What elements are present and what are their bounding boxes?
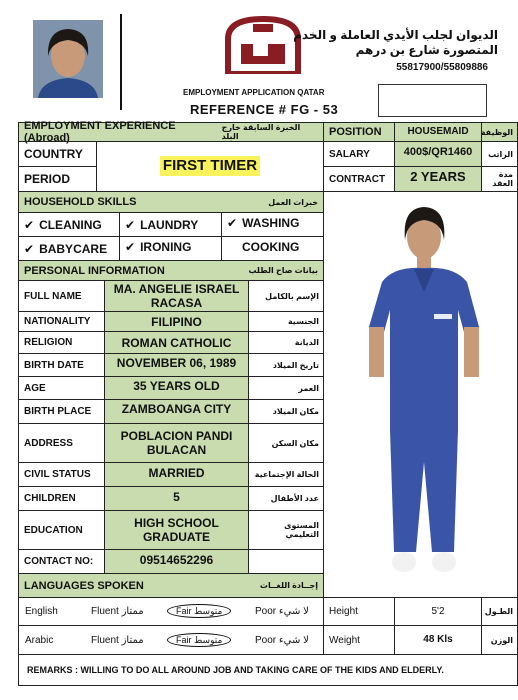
- skill-label: LAUNDRY: [140, 217, 199, 232]
- skill-label: CLEANING: [39, 217, 102, 232]
- civil-status-label-ar: الحالة الإجتماعية: [248, 462, 324, 487]
- language-row-english: [18, 597, 324, 626]
- religion-value: ROMAN CATHOLIC: [104, 331, 249, 354]
- full-name-label-ar: الإسم بالكامل: [248, 280, 324, 312]
- contact-value: 09514652296: [104, 549, 249, 574]
- children-value: 5: [104, 486, 249, 511]
- language-fair-selected: Fair متوسط: [167, 633, 231, 647]
- remarks: REMARKS : WILLING TO DO ALL AROUND JOB AND TAKING CARE OF THE KIDS AND ELDERLY.: [18, 654, 518, 686]
- salary-label: SALARY: [323, 141, 395, 167]
- period-label: PERIOD: [18, 166, 97, 192]
- employment-value-cell: [96, 141, 324, 192]
- country-label: COUNTRY: [18, 141, 97, 167]
- weight-label-ar: الوزن: [481, 625, 518, 655]
- birth-place-label-ar: مكان الميلاد: [248, 399, 324, 424]
- header-divider: [120, 14, 122, 110]
- applicant-photo-full: [323, 191, 518, 598]
- personal-header: [18, 260, 324, 281]
- children-label-ar: عدد الأطفال: [248, 486, 324, 511]
- languages-label: LANGUAGES SPOKEN: [24, 579, 144, 592]
- contract-label-ar: مدة العقد: [481, 166, 518, 192]
- age-value: 35 YEARS OLD: [104, 376, 249, 400]
- languages-header: [18, 573, 324, 598]
- birth-date-value: NOVEMBER 06, 1989: [104, 353, 249, 377]
- check-icon: ✔: [24, 217, 35, 232]
- full-name-label: FULL NAME: [18, 280, 105, 312]
- language-poor: Poor لا شيء: [255, 634, 309, 646]
- skills-label-ar: خبرات العمل: [268, 197, 318, 207]
- salary-value: 400$/QR1460: [394, 141, 482, 167]
- skill-label: BABYCARE: [39, 241, 108, 256]
- salary-label-ar: الراتب: [481, 141, 518, 167]
- language-fluent: Fluent ممتاز: [91, 606, 144, 617]
- address-value: POBLACION PANDI BULACAN: [104, 423, 249, 463]
- skill-label: WASHING: [242, 216, 300, 230]
- skill-washing: [221, 212, 324, 237]
- skill-cooking: [221, 236, 324, 261]
- company-name-line2: المتصورة شارع بن درهم: [355, 43, 498, 57]
- skill-cleaning: [18, 212, 120, 237]
- personal-label: PERSONAL INFORMATION: [24, 264, 165, 277]
- height-label: Height: [323, 597, 395, 626]
- employment-label-ar: الخبرة السابقة خارج البلد: [221, 123, 301, 141]
- religion-label: RELIGION: [18, 331, 105, 354]
- contact-label: CONTACT NO:: [18, 549, 105, 574]
- app-title: EMPLOYMENT APPLICATION QATAR: [183, 88, 325, 97]
- skill-laundry: [119, 212, 222, 237]
- applicant-photo-small: [33, 20, 103, 98]
- first-timer-text: FIRST TIMER: [160, 156, 260, 176]
- full-name-value: MA. ANGELIE ISRAEL RACASA: [104, 280, 249, 312]
- skill-ironing: [119, 236, 222, 261]
- nationality-value: FILIPINO: [104, 311, 249, 332]
- language-row-arabic: [18, 625, 324, 655]
- civil-status-value: MARRIED: [104, 462, 249, 487]
- education-label-ar: المستوى التعليمي: [248, 510, 324, 550]
- age-label: AGE: [18, 376, 105, 400]
- birth-date-label-ar: تاريخ الميلاد: [248, 353, 324, 377]
- height-value: 5'2: [394, 597, 482, 626]
- check-icon: ✔: [125, 217, 136, 232]
- company-name: [293, 28, 498, 58]
- birth-place-label: BIRTH PLACE: [18, 399, 105, 424]
- reference-number: REFERENCE # FG - 53: [190, 102, 339, 117]
- age-label-ar: العمر: [248, 376, 324, 400]
- address-label: ADDRESS: [18, 423, 105, 463]
- education-label: EDUCATION: [18, 510, 105, 550]
- check-icon: ✔: [24, 241, 35, 256]
- position-value: HOUSEMAID: [394, 122, 482, 142]
- language-name: English: [25, 606, 58, 617]
- weight-value: 48 Kls: [394, 625, 482, 655]
- children-label: CHILDREN: [18, 486, 105, 511]
- skill-label: COOKING: [242, 240, 300, 254]
- company-phones: 55817900/55809886: [396, 62, 488, 73]
- weight-label: Weight: [323, 625, 395, 655]
- language-fluent: Fluent ممتاز: [91, 634, 144, 646]
- nationality-label: NATIONALITY: [18, 311, 105, 332]
- civil-status-label: CIVIL STATUS: [18, 462, 105, 487]
- employment-label: EMPLOYMENT EXPERIENCE (Abroad): [24, 120, 176, 144]
- position-label-ar: الوظيفة: [481, 122, 518, 142]
- check-icon: ✔: [125, 240, 136, 254]
- company-logo: [223, 14, 303, 84]
- nationality-label-ar: الجنسية: [248, 311, 324, 332]
- check-icon: ✔: [227, 216, 238, 230]
- reference-box: [378, 84, 487, 117]
- birth-date-label: BIRTH DATE: [18, 353, 105, 377]
- contact-empty: [248, 549, 324, 574]
- birth-place-value: ZAMBOANGA CITY: [104, 399, 249, 424]
- height-label-ar: الطـول: [481, 597, 518, 626]
- language-name: Arabic: [25, 634, 54, 646]
- education-value: HIGH SCHOOL GRADUATE: [104, 510, 249, 550]
- skills-label: HOUSEHOLD SKILLS: [24, 196, 137, 208]
- skill-babycare: [18, 236, 120, 261]
- company-name-line1: الديوان لجلب الأيدي العاملة و الخدم: [293, 28, 498, 42]
- address-label-ar: مكان السكن: [248, 423, 324, 463]
- religion-label-ar: الديانة: [248, 331, 324, 354]
- language-poor: Poor لا شيء: [255, 606, 309, 617]
- languages-label-ar: إجــادة اللغــات: [259, 581, 318, 590]
- contract-label: CONTRACT: [323, 166, 395, 192]
- language-fair-selected: Fair متوسط: [167, 604, 231, 618]
- skills-header: [18, 191, 324, 213]
- personal-label-ar: بيانات صاح الطلب: [248, 266, 318, 275]
- position-label: POSITION: [323, 122, 395, 142]
- employment-header: [18, 122, 324, 142]
- skill-label: IRONING: [140, 240, 192, 254]
- contract-value: 2 YEARS: [394, 166, 482, 192]
